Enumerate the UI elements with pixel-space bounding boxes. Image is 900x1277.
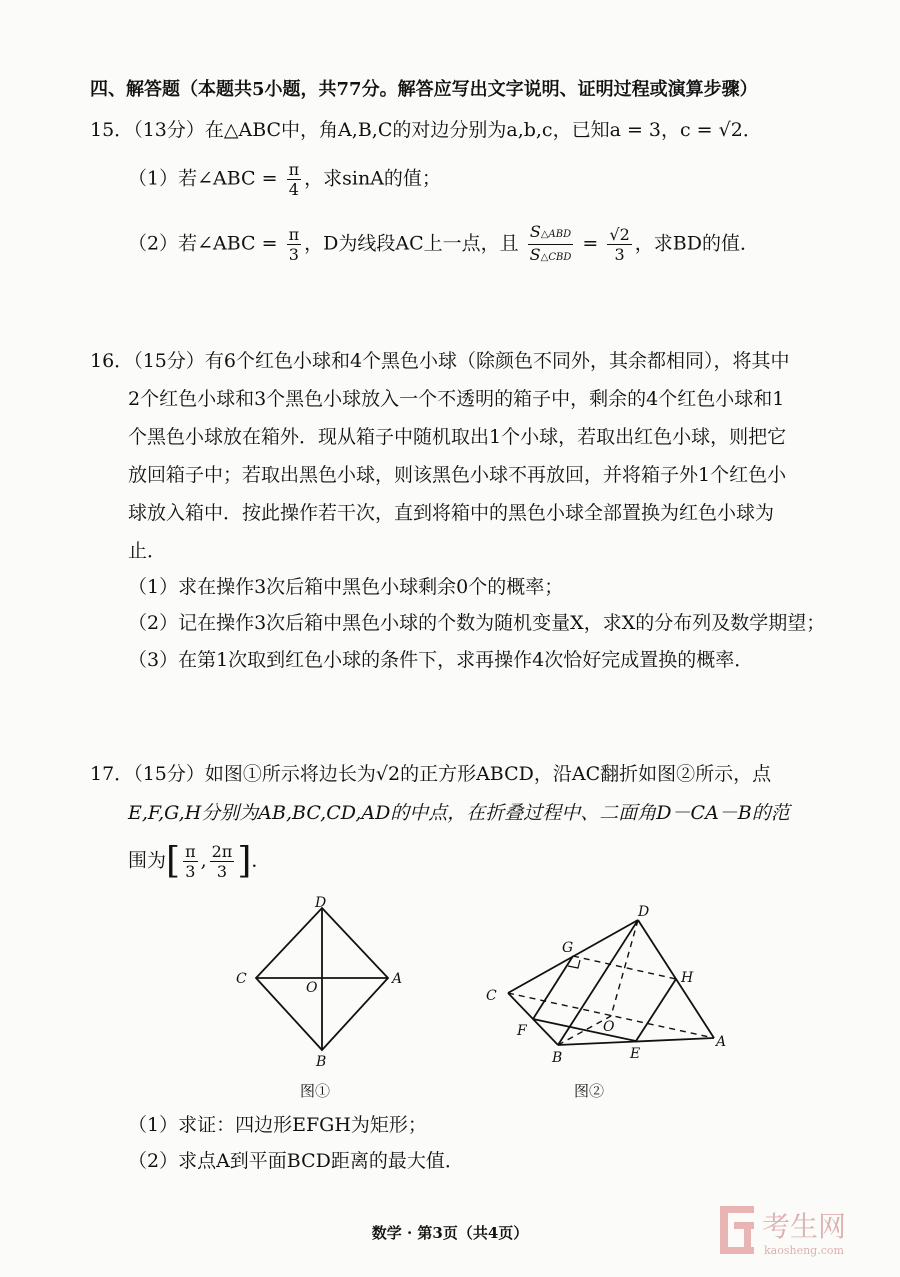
q17-line1-text: 如图①所示将边长为√2的正方形ABCD，沿AC翻折如图②所示，点: [204, 763, 772, 785]
watermark-cn: 考生网: [762, 1210, 847, 1243]
q15-ratio-value: [607, 225, 631, 264]
fig1-label-b: B: [316, 1054, 327, 1070]
page-footer: 数学 · 第3页（共4页）: [371, 1224, 529, 1242]
q17-line3: [128, 842, 270, 881]
q17-points: （15分）: [133, 763, 205, 785]
q17-frac1-den: 3: [185, 862, 196, 881]
q16-line3: 个黑色小球放在箱外．现从箱子中随机取出1个小球，若取出红色小球，则把它: [128, 426, 787, 448]
figure-1: [256, 908, 388, 1050]
fig2-label-d: D: [638, 904, 650, 920]
fig1-label-a: A: [392, 971, 403, 987]
q15-part2-frac-num: π: [288, 225, 300, 244]
q17-range-label: 围为: [128, 849, 167, 872]
q15-part2-angle-fraction: [287, 225, 302, 264]
fig1-label-d: D: [315, 895, 327, 911]
watermark-logo: [718, 1200, 888, 1260]
fig1-label-c: C: [236, 971, 247, 987]
fig2-segment-do-hidden: [611, 920, 638, 1016]
q15-area-sub2: △CBD: [540, 252, 572, 263]
q15-part2-label: （2）: [128, 232, 179, 255]
q15-part2-text-b: ，D为线段AC上一点，且: [304, 232, 519, 255]
q15-part1-frac-num: π: [288, 160, 300, 179]
q17-frac-2: [210, 842, 235, 881]
q16-line4: 放回箱子中；若取出黑色小球，则该黑色小球不再放回，并将箱子外1个红色小: [128, 464, 787, 486]
q15-area-s2: S: [529, 245, 541, 264]
q15-ratio-den: 3: [614, 245, 625, 264]
q15-number: 15．: [90, 119, 134, 141]
fig2-label-g: G: [562, 940, 574, 956]
q17-line1: [90, 762, 771, 786]
q15-part2-text-a: 若∠ABC =: [178, 232, 278, 255]
fig2-label-o: O: [603, 1019, 615, 1035]
watermark-en: kaosheng.com: [764, 1244, 844, 1257]
q17-line2: E,F,G,H分别为AB,BC,CD,AD的中点，在折叠过程中、二面角D－CA－B的范: [128, 802, 790, 824]
q17-frac2-den: 3: [216, 862, 228, 881]
q17-frac1-num: π: [185, 842, 196, 861]
q15-part1-frac-den: 4: [288, 180, 299, 199]
q15-part1-label: （1）: [128, 167, 179, 190]
q17-part2: （2）求点A到平面BCD距离的最大值．: [128, 1150, 464, 1172]
q15-area-ratio: [528, 222, 574, 267]
q17-comma: ,: [200, 849, 207, 872]
q15-part1-fraction: [287, 160, 302, 199]
q17-part1: （1）求证：四边形EFGH为矩形；: [128, 1114, 427, 1136]
q17-frac2-num: 2π: [211, 842, 233, 861]
q16-line2: 2个红色小球和3个黑色小球放入一个不透明的箱子中，剩余的4个红色小球和1: [128, 388, 785, 410]
q15-stem: [90, 118, 762, 142]
q15-ratio-num: √2: [609, 225, 630, 244]
q15-part1-text-a: 若∠ABC =: [178, 167, 278, 190]
fig2-label-c: C: [486, 988, 497, 1004]
q15-part2-frac-den: 3: [288, 245, 299, 264]
q15-stem-text: 在△ABC中，角A,B,C的对边分别为a,b,c，已知a = 3，c = √2．: [204, 119, 762, 141]
q16-part2: （2）记在操作3次后箱中黑色小球的个数为随机变量X，求X的分布列及数学期望；: [128, 612, 826, 634]
fig1-caption: 图①: [300, 1082, 331, 1100]
fig1-label-o: O: [306, 980, 318, 996]
fig2-label-b: B: [552, 1050, 563, 1066]
fig2-edge-gf: [533, 956, 573, 1019]
fig2-edge-ba: [558, 1038, 714, 1045]
q16-line1-text: 有6个红色小球和4个黑色小球（除颜色不同外，其余都相同），将其中: [204, 350, 790, 372]
q15-part1: [128, 160, 441, 199]
fig2-label-a: A: [716, 1034, 727, 1050]
q16-line1: [90, 349, 790, 373]
q16-part3: （3）在第1次取到红色小球的条件下，求再操作4次恰好完成置换的概率．: [128, 649, 754, 671]
section-title: 四、解答题（本题共5小题，共77分。解答应写出文字说明、证明过程或演算步骤）: [90, 79, 758, 100]
fig2-label-f: F: [517, 1023, 527, 1039]
fig2-caption: 图②: [574, 1082, 605, 1100]
watermark-mark-icon: [720, 1206, 754, 1254]
q16-part1: （1）求在操作3次后箱中黑色小球剩余0个的概率；: [128, 576, 564, 598]
q15-part1-text-b: ，求sinA的值；: [304, 167, 441, 190]
fig2-label-e: E: [630, 1046, 641, 1062]
q15-part2-text-c: ，求BD的值．: [634, 232, 759, 255]
q15-points: （13分）: [133, 119, 205, 141]
q17-number: 17．: [90, 763, 134, 785]
q16-number: 16．: [90, 350, 134, 372]
q15-area-sub1: △ABD: [540, 229, 572, 240]
q17-frac-1: [183, 842, 198, 881]
q16-line5: 球放入箱中．按此操作若干次，直到将箱中的黑色小球全部置换为红色小球为: [128, 502, 775, 524]
fig2-edge-fe: [533, 1019, 636, 1041]
q15-part2: [128, 222, 759, 267]
q15-area-s1: S: [529, 222, 541, 241]
q17-period: ．: [251, 849, 271, 872]
figures: [0, 890, 900, 1100]
q17-left-bracket: [: [166, 840, 181, 882]
fig2-label-h: H: [681, 970, 694, 986]
q16-line6: 止．: [128, 540, 167, 562]
q16-points: （15分）: [133, 350, 205, 372]
fig2-edge-eh: [636, 979, 676, 1041]
q17-right-bracket: ]: [237, 840, 252, 882]
q15-equals: =: [582, 232, 599, 255]
